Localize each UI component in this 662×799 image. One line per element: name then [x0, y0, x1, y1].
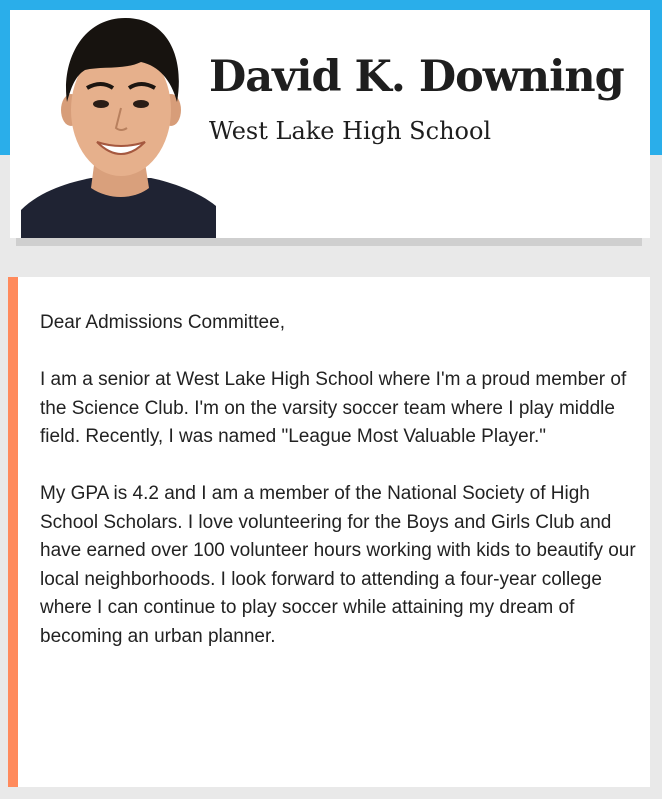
school-name: West Lake High School [209, 117, 492, 145]
letter-paragraph-2: My GPA is 4.2 and I am a member of the National Society of High School Scholars. I love volunteering for the Boys and Girls Club and have earned over 100 volunteer hours working with kids to beautify our local neighborhoods. I look forward to attending a four-year college where I can continue to play soccer while attaining my dream of becoming an urban planner. [40, 483, 636, 647]
letter-salutation: Dear Admissions Committee, [40, 312, 285, 333]
profile-photo [21, 10, 216, 238]
profile-header-card [10, 10, 650, 238]
student-portrait-icon [21, 10, 216, 238]
letter-body [40, 309, 640, 680]
cover-letter-card [8, 277, 650, 787]
letter-paragraph-1: I am a senior at West Lake High School where I'm a proud member of the Science Club. I'm on the varsity soccer team where I play middle field. Recently, I was named "League Most Valuable Player." [40, 369, 627, 447]
student-name: David K. Downing [209, 52, 624, 102]
